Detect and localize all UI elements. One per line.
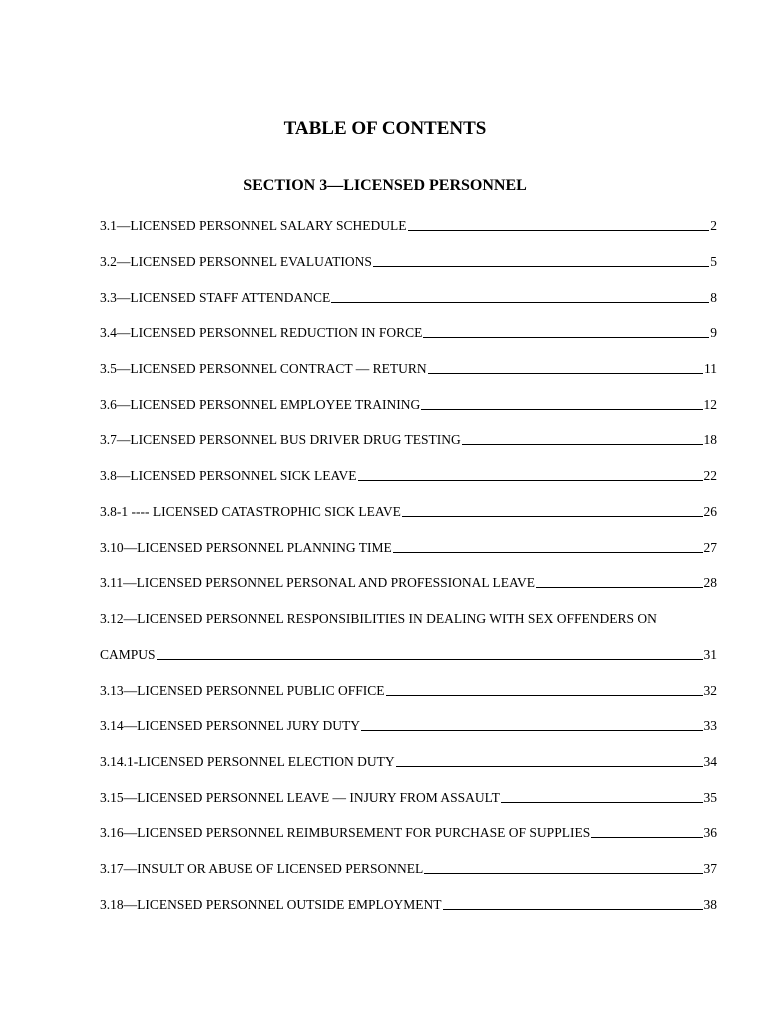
toc-entry-label: 3.8—LICENSED PERSONNEL SICK LEAVE: [100, 468, 357, 483]
toc-leader-line: [536, 587, 702, 588]
toc-entry[interactable]: [100, 500, 717, 520]
toc-entry-label: 3.5—LICENSED PERSONNEL CONTRACT — RETURN: [100, 361, 427, 376]
toc-page-number: 31: [703, 647, 717, 662]
toc-page-number: 2: [710, 218, 717, 233]
toc-entry[interactable]: [100, 857, 717, 877]
toc-entry-label: 3.15—LICENSED PERSONNEL LEAVE — INJURY FROM ASSAULT: [100, 790, 500, 805]
toc-entry-label: 3.13—LICENSED PERSONNEL PUBLIC OFFICE: [100, 683, 385, 698]
toc-page-number: 22: [703, 468, 717, 483]
toc-entry-label: 3.3—LICENSED STAFF ATTENDANCE: [100, 290, 331, 305]
toc-page-number: 34: [703, 754, 717, 769]
toc-entry-label: 3.1—LICENSED PERSONNEL SALARY SCHEDULE: [100, 218, 407, 233]
toc-entry[interactable]: [100, 357, 717, 377]
toc-leader-line: [443, 909, 703, 910]
toc-leader-line: [421, 409, 702, 410]
toc-leader-line: [331, 302, 709, 303]
toc-entry-label: 3.8-1 ---- LICENSED CATASTROPHIC SICK LEAVE: [100, 504, 401, 519]
toc-page-number: 5: [710, 254, 717, 269]
toc-entry[interactable]: [100, 750, 717, 770]
page-title: TABLE OF CONTENTS: [283, 118, 487, 139]
toc-page-number: 18: [703, 432, 717, 447]
toc-entry-label: 3.14—LICENSED PERSONNEL JURY DUTY: [100, 718, 361, 733]
toc-entry-label: 3.18—LICENSED PERSONNEL OUTSIDE EMPLOYMENT: [100, 897, 442, 912]
toc-entry[interactable]: [100, 250, 717, 270]
toc-entry-label: 3.17—INSULT OR ABUSE OF LICENSED PERSONNEL: [100, 861, 424, 876]
toc-leader-line: [462, 444, 703, 445]
toc-entry-label: 3.11—LICENSED PERSONNEL PERSONAL AND PROFESSIONAL LEAVE: [100, 575, 536, 590]
toc-entry[interactable]: [100, 321, 717, 341]
toc-leader-line: [393, 552, 703, 553]
toc-leader-line: [501, 802, 703, 803]
toc-entry-label: 3.14.1-LICENSED PERSONNEL ELECTION DUTY: [100, 754, 395, 769]
toc-entry-label: 3.6—LICENSED PERSONNEL EMPLOYEE TRAINING: [100, 397, 421, 412]
toc-page-number: 37: [703, 861, 717, 876]
toc-leader-line: [428, 373, 703, 374]
toc-entry-label-line1[interactable]: 3.12—LICENSED PERSONNEL RESPONSIBILITIES IN DEALING WITH SEX OFFENDERS ON: [100, 611, 657, 626]
toc-entry-label: 3.10—LICENSED PERSONNEL PLANNING TIME: [100, 540, 392, 555]
toc-leader-line: [361, 730, 702, 731]
toc-page-number: 38: [703, 897, 717, 912]
toc-page-number: 9: [710, 325, 717, 340]
toc-page-number: 12: [703, 397, 717, 412]
toc-entry[interactable]: [100, 679, 717, 699]
toc-entry[interactable]: [100, 571, 717, 591]
toc-entry-label: 3.16—LICENSED PERSONNEL REIMBURSEMENT FOR PURCHASE OF SUPPLIES: [100, 825, 591, 840]
toc-entry[interactable]: [100, 893, 717, 913]
toc-entry-label: 3.2—LICENSED PERSONNEL EVALUATIONS: [100, 254, 372, 269]
toc-page-number: 36: [703, 825, 717, 840]
toc-entry[interactable]: [100, 643, 717, 663]
toc-entry[interactable]: [100, 786, 717, 806]
toc-entry[interactable]: [100, 464, 717, 484]
toc-page-number: 35: [703, 790, 717, 805]
toc-leader-line: [373, 266, 709, 267]
toc-page-number: 26: [703, 504, 717, 519]
toc-entry[interactable]: [100, 714, 717, 734]
toc-leader-line: [591, 837, 702, 838]
toc-entry[interactable]: [100, 428, 717, 448]
toc-leader-line: [358, 480, 703, 481]
toc-leader-line: [423, 337, 709, 338]
toc-page-number: 27: [703, 540, 717, 555]
toc-page-number: 11: [704, 361, 717, 376]
toc-leader-line: [408, 230, 710, 231]
toc-leader-line: [424, 873, 702, 874]
toc-entry[interactable]: [100, 393, 717, 413]
toc-leader-line: [396, 766, 703, 767]
toc-leader-line: [157, 659, 703, 660]
toc-page-number: 33: [703, 718, 717, 733]
section-heading: SECTION 3—LICENSED PERSONNEL: [243, 177, 527, 194]
toc-entry[interactable]: [100, 214, 717, 234]
toc-entry-label: 3.4—LICENSED PERSONNEL REDUCTION IN FORCE: [100, 325, 423, 340]
toc-page-number: 32: [703, 683, 717, 698]
toc-entry[interactable]: [100, 821, 717, 841]
toc-entry[interactable]: [100, 536, 717, 556]
toc-page-number: 8: [710, 290, 717, 305]
toc-entry-label: 3.7—LICENSED PERSONNEL BUS DRIVER DRUG TESTING: [100, 432, 461, 447]
toc-page-number: 28: [703, 575, 717, 590]
toc-leader-line: [402, 516, 703, 517]
toc-leader-line: [386, 695, 703, 696]
toc-entry-label: CAMPUS: [100, 647, 156, 662]
toc-entry[interactable]: [100, 286, 717, 306]
